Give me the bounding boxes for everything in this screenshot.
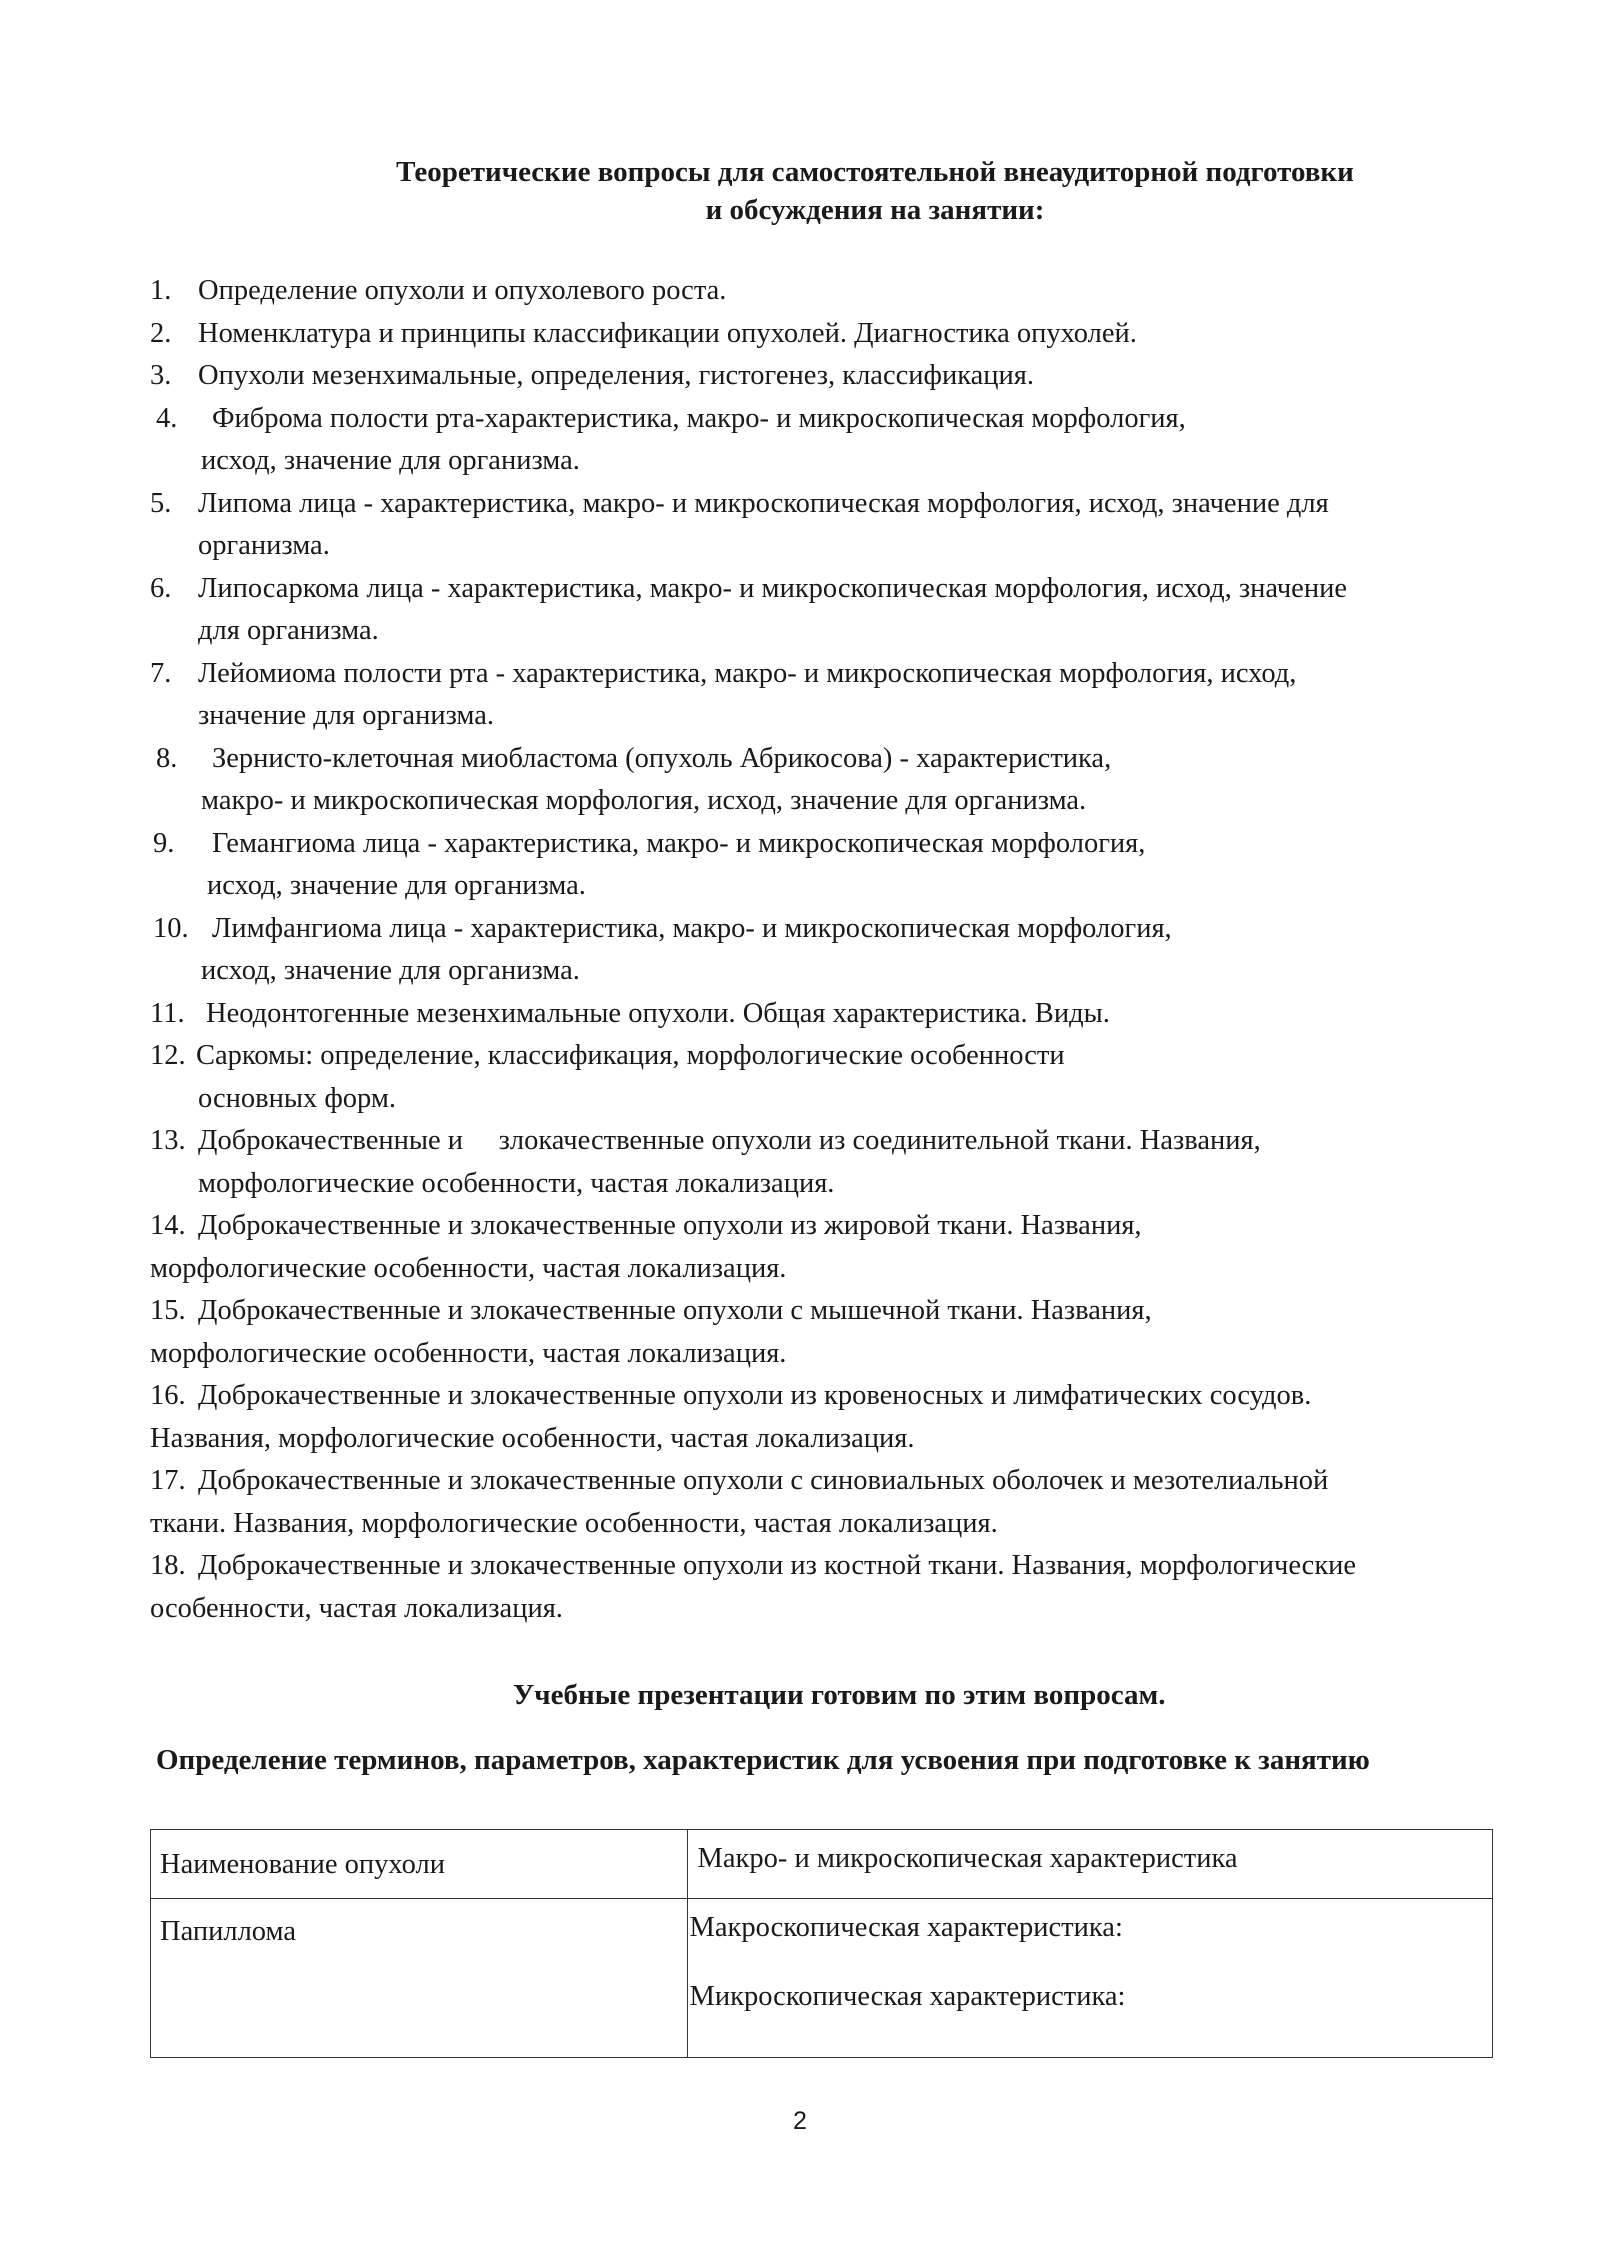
table-header-row: [151, 1830, 1493, 1899]
question-item: [0, 1035, 1600, 1120]
question-item: [0, 483, 1600, 568]
question-item: [0, 270, 1600, 313]
question-text-continued: морфологические особенности, частая локализация.: [150, 1252, 787, 1284]
question-number: 7.: [150, 657, 172, 689]
question-text: Доброкачественные и злокачественные опухоли из соединительной ткани. Названия,: [198, 1125, 1261, 1156]
question-text: Зернисто-клеточная миобластома (опухоль Абрикосова) - характеристика,: [212, 742, 1112, 774]
question-text-continued: морфологические особенности, частая локализация.: [198, 1167, 835, 1199]
question-number: 8.: [156, 742, 178, 774]
question-text: Доброкачественные и злокачественные опухоли из костной ткани. Названия, морфологические: [198, 1550, 1357, 1581]
questions-list: [0, 270, 1600, 1630]
page-number: 2: [793, 2107, 807, 2135]
question-text: Неодонтогенные мезенхимальные опухоли. Общая характеристика. Виды.: [206, 997, 1110, 1029]
macroscopic-characteristic: Макроскопическая характеристика:: [689, 1912, 1123, 1943]
question-item: [0, 738, 1600, 823]
question-text-continued: для организма.: [198, 615, 379, 646]
question-text: Доброкачественные и злокачественные опухоли с синовиальных оболочек и мезотелиальной: [198, 1465, 1329, 1496]
question-item: [0, 313, 1600, 356]
question-text-continued: ткани. Названия, морфологические особенности, частая локализация.: [150, 1507, 998, 1539]
table-header-tumor-name: Наименование опухоли: [160, 1849, 445, 1880]
question-text-continued: особенности, частая локализация.: [150, 1592, 563, 1624]
table-header-cell: [687, 1830, 1492, 1899]
question-number: 17.: [150, 1465, 186, 1496]
question-number: 1.: [150, 275, 172, 306]
question-text-continued: организма.: [198, 530, 330, 561]
question-text-continued: исход, значение для организма.: [201, 445, 580, 476]
question-item: [0, 908, 1600, 993]
question-item: [0, 1375, 1600, 1460]
question-item: [0, 1205, 1600, 1290]
heading-line: и обсуждения на занятии:: [705, 194, 1045, 226]
question-item: [0, 568, 1600, 653]
terms-table: [150, 1829, 1493, 2058]
question-text: Фиброма полости рта-характеристика, макро- и микроскопическая морфология,: [212, 402, 1186, 434]
presentations-note: Учебные презентации готовим по этим вопросам.: [513, 1679, 1166, 1711]
question-item: [0, 823, 1600, 908]
question-text-continued: основных форм.: [198, 1082, 397, 1114]
question-number: 2.: [150, 317, 172, 349]
table-header-cell: [151, 1830, 688, 1899]
question-text-continued: исход, значение для организма.: [207, 870, 586, 901]
question-number: 12.: [150, 1040, 186, 1071]
table-header-characteristics: Макро- и микроскопическая характеристика: [697, 1843, 1238, 1874]
question-item: [0, 1545, 1600, 1630]
question-text: Липосаркома лица - характеристика, макро- и микроскопическая морфология, исход, значение: [198, 572, 1347, 604]
microscopic-characteristic: Микроскопическая характеристика:: [689, 1981, 1126, 2012]
tumor-name: Папиллома: [160, 1916, 297, 1947]
question-number: 10.: [153, 912, 189, 944]
question-item: [0, 1460, 1600, 1545]
question-text: Доброкачественные и злокачественные опухоли из кровеносных и лимфатических сосудов.: [198, 1380, 1312, 1411]
question-number: 6.: [150, 572, 172, 604]
table-cell: [687, 1899, 1492, 2058]
question-text-continued: Названия, морфологические особенности, частая локализация.: [150, 1422, 915, 1454]
question-text: Лимфангиома лица - характеристика, макро- и микроскопическая морфология,: [212, 912, 1172, 944]
question-number: 15.: [150, 1295, 186, 1326]
table-row: [151, 1899, 1493, 2058]
question-number: 3.: [150, 360, 172, 391]
question-number: 11.: [150, 997, 185, 1029]
question-item: [0, 355, 1600, 398]
question-number: 4.: [156, 402, 178, 434]
question-number: 9.: [153, 827, 175, 859]
terms-section-title: Определение терминов, параметров, характеристик для усвоения при подготовке к занятию: [156, 1744, 1370, 1776]
question-number: 13.: [150, 1125, 186, 1156]
question-item: [0, 398, 1600, 483]
question-text: Доброкачественные и злокачественные опухоли из жировой ткани. Названия,: [198, 1210, 1142, 1241]
question-item: [0, 1290, 1600, 1375]
question-text: Лейомиома полости рта - характеристика, макро- и микроскопическая морфология, исход,: [198, 657, 1297, 689]
question-number: 16.: [150, 1380, 186, 1411]
question-text-continued: значение для организма.: [198, 700, 495, 731]
question-item: [0, 1120, 1600, 1205]
heading-line: Теоретические вопросы для самостоятельной внеаудиторной подготовки: [396, 156, 1354, 188]
question-text: Номенклатура и принципы классификации опухолей. Диагностика опухолей.: [198, 317, 1137, 349]
page-heading: [150, 153, 1600, 229]
question-text: Липома лица - характеристика, макро- и микроскопическая морфология, исход, значение для: [198, 487, 1329, 519]
question-number: 5.: [150, 487, 172, 519]
question-text-continued: исход, значение для организма.: [201, 955, 580, 986]
question-text: Саркомы: определение, классификация, морфологические особенности: [196, 1040, 1065, 1071]
question-number: 14.: [150, 1210, 186, 1241]
question-text: Гемангиома лица - характеристика, макро- и микроскопическая морфология,: [212, 827, 1146, 859]
question-number: 18.: [150, 1550, 186, 1581]
table-cell: [151, 1899, 688, 2058]
question-text: Доброкачественные и злокачественные опухоли с мышечной ткани. Названия,: [198, 1295, 1152, 1326]
question-text-continued: морфологические особенности, частая локализация.: [150, 1337, 787, 1369]
question-text-continued: макро- и микроскопическая морфология, исход, значение для организма.: [201, 785, 1087, 816]
question-text: Определение опухоли и опухолевого роста.: [198, 275, 727, 306]
question-item: [0, 653, 1600, 738]
question-item: [0, 993, 1600, 1036]
question-text: Опухоли мезенхимальные, определения, гистогенез, классификация.: [198, 360, 1035, 391]
